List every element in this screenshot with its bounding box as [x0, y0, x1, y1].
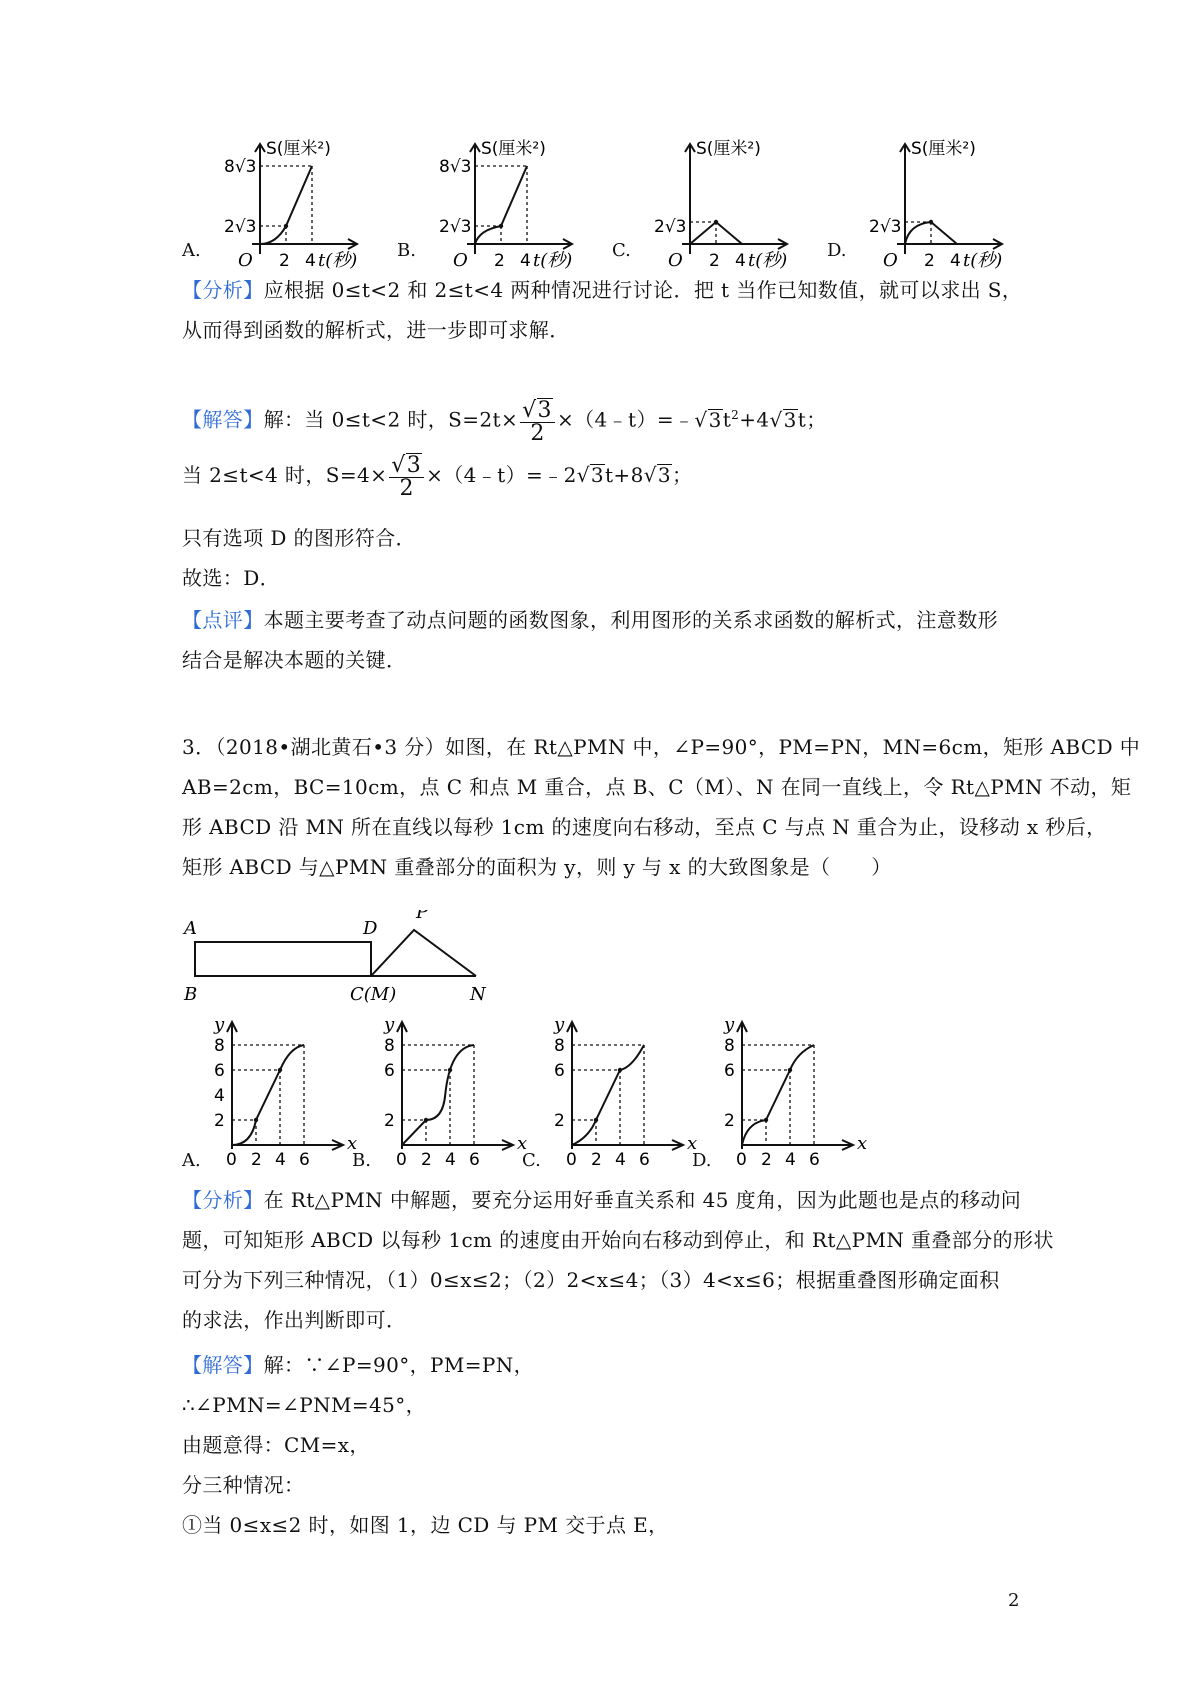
tick-label: 2 — [494, 251, 505, 271]
curve-point — [424, 1118, 428, 1122]
tick-label: 2 — [214, 1111, 225, 1131]
function-curve — [232, 1045, 304, 1145]
analysis-2 — [182, 270, 1022, 350]
tick-label: 2 — [709, 251, 720, 271]
tick-label: 8√3 — [224, 157, 257, 177]
tick-label: 4 — [950, 251, 961, 271]
tick-label: 6 — [469, 1150, 480, 1170]
label-b: B — [184, 984, 198, 1005]
y-axis-title: y — [554, 1014, 565, 1035]
tick-label: 2 — [554, 1111, 565, 1131]
origin-label: 0 — [226, 1150, 237, 1170]
tick-label: 4 — [785, 1150, 796, 1170]
y-axis-title: S(厘米²) — [696, 139, 761, 159]
tick-label: 2 — [384, 1111, 395, 1131]
tick-label: 4 — [520, 251, 531, 271]
origin-label: O — [453, 250, 468, 271]
question-text: 矩形 ABCD 与△PMN 重叠部分的面积为 y，则 y 与 x 的大致图象是（ ） — [182, 855, 892, 879]
tick-label: 8 — [384, 1036, 395, 1056]
figure-rectangle-triangle — [180, 910, 500, 1024]
curve-point — [929, 220, 933, 224]
tick-label: 2√3 — [869, 217, 902, 237]
tick-label: 6 — [299, 1150, 310, 1170]
option-label: A. — [182, 1150, 201, 1171]
label-a: A — [184, 918, 197, 939]
x-axis-title: x — [687, 1133, 698, 1154]
question-text: AB=2cm，BC=10cm，点 C 和点 M 重合，点 B、C（M）、N 在同一直线上，令 Rt△PMN 不动，矩 — [182, 775, 1132, 799]
tick-label: 2 — [591, 1150, 602, 1170]
solution-2-conclusion — [182, 518, 1022, 598]
function-curve — [572, 1045, 644, 1145]
tick-label: 2√3 — [439, 217, 472, 237]
comment-2 — [182, 600, 1022, 680]
function-curve — [402, 1045, 474, 1145]
tick-label: 4 — [275, 1150, 286, 1170]
option-label: C. — [612, 240, 631, 261]
origin-label: O — [668, 250, 683, 271]
curve-point — [448, 1068, 452, 1072]
solution-tag: 【解答】 — [182, 1353, 264, 1377]
solution-3 — [182, 1345, 1022, 1545]
solution-text: 解：当 0≤t<2 时，S=2t× — [263, 407, 519, 432]
curve-point — [764, 1118, 768, 1122]
option-label: A. — [182, 240, 201, 261]
y-axis-title: y — [214, 1014, 225, 1035]
tick-label: 8 — [214, 1036, 225, 1056]
tick-label: 2√3 — [224, 217, 257, 237]
function-curve — [742, 1045, 814, 1145]
x-axis-title: t(秒) — [318, 250, 358, 271]
y-axis-title: S(厘米²) — [911, 139, 976, 159]
solution-text: ∴∠PMN=∠PNM=45°， — [182, 1393, 427, 1417]
curve-point — [284, 224, 288, 228]
analysis-text: 题，可知矩形 ABCD 以每秒 1cm 的速度由开始向右移动到停止，和 Rt△PMN 重叠部分的形状 — [182, 1228, 1054, 1252]
x-axis-title: t(秒) — [748, 250, 788, 271]
origin-label: O — [238, 250, 253, 271]
fraction-sqrt3-over-2: $\frac{√3}{2}$ — [520, 398, 555, 445]
tick-label: 8√3 — [439, 157, 472, 177]
x-axis-title: x — [857, 1133, 868, 1154]
label-d: D — [363, 918, 378, 939]
x-axis-title: t(秒) — [963, 250, 1003, 271]
tick-label: 6 — [724, 1061, 735, 1081]
sqrt-3: √3 — [694, 407, 722, 432]
origin-label: O — [883, 250, 898, 271]
analysis-text: 的求法，作出判断即可． — [182, 1308, 407, 1332]
sqrt-3: √3 — [576, 463, 604, 487]
solution-text: 只有选项 D 的图形符合． — [182, 526, 416, 550]
solution-2-line2: 当 2≤t<4 时，S=4× $\frac{√3}{2}$ ×（4﹣t）=﹣2√3t+8√3； — [182, 445, 1022, 505]
tick-label: 2 — [724, 1111, 735, 1131]
analysis-text: 在 Rt△PMN 中解题，要充分运用好垂直关系和 45 度角，因为此题也是点的移动问 — [263, 1188, 1022, 1212]
option-label: B. — [397, 240, 416, 261]
curve-point — [788, 1068, 792, 1072]
solution-text: 故选：D． — [182, 566, 281, 590]
label-n: N — [470, 984, 486, 1005]
tick-label: 4 — [214, 1086, 225, 1106]
analysis-text: 应根据 0≤t<2 和 2≤t<4 两种情况进行讨论．把 t 当作已知数值，就可以求出 S， — [263, 278, 1023, 302]
tick-label: 6 — [214, 1061, 225, 1081]
solution-tag: 【解答】 — [182, 407, 264, 432]
triangle-pmn — [371, 930, 476, 976]
solution-text: 由题意得：CM=x， — [182, 1433, 370, 1457]
analysis-text: 可分为下列三种情况，（1）0≤x≤2；（2）2<x≤4；（3）4<x≤6；根据重叠图形确定面积 — [182, 1268, 1000, 1292]
tick-label: 8 — [724, 1036, 735, 1056]
curve-point — [714, 220, 718, 224]
tick-label: 2 — [251, 1150, 262, 1170]
label-p: P — [416, 910, 429, 923]
tick-label: 6 — [809, 1150, 820, 1170]
solution-text: ①当 0≤x≤2 时，如图 1，边 CD 与 PM 交于点 E， — [182, 1513, 669, 1537]
tick-label: 4 — [615, 1150, 626, 1170]
solution-text: ×（4﹣t）=﹣ — [556, 407, 695, 432]
curve-point — [254, 1118, 258, 1122]
tick-label: 2 — [924, 251, 935, 271]
sqrt-3: √3 — [643, 463, 671, 487]
tick-label: 2 — [421, 1150, 432, 1170]
analysis-tag: 【分析】 — [182, 1188, 264, 1212]
y-axis-title: y — [724, 1014, 735, 1035]
solution-text: 当 2≤t<4 时，S=4× — [182, 463, 388, 487]
question-3 — [182, 727, 1141, 887]
label-cm: C(M) — [350, 984, 397, 1005]
tick-label: 4 — [445, 1150, 456, 1170]
analysis-3 — [182, 1180, 1054, 1340]
origin-label: 0 — [736, 1150, 747, 1170]
tick-label: 6 — [639, 1150, 650, 1170]
page-number: 2 — [1008, 1590, 1020, 1611]
solution-text: ×（4﹣t）=﹣2 — [426, 463, 577, 487]
x-axis-title: x — [347, 1133, 358, 1154]
option-label: B. — [352, 1150, 371, 1171]
comment-tag: 【点评】 — [182, 608, 264, 632]
rectangle-abcd — [195, 942, 371, 976]
x-axis-title: t(秒) — [533, 250, 573, 271]
tick-label: 4 — [735, 251, 746, 271]
y-axis-title: S(厘米²) — [266, 139, 331, 159]
solution-text: 分三种情况： — [182, 1473, 305, 1497]
x-axis-title: x — [517, 1133, 528, 1154]
option-label: C. — [522, 1150, 541, 1171]
solution-text: 解：∵∠P=90°，PM=PN， — [263, 1353, 535, 1377]
tick-label: 6 — [384, 1061, 395, 1081]
tick-label: 2 — [761, 1150, 772, 1170]
tick-label: 8 — [554, 1036, 565, 1056]
comment-text: 本题主要考查了动点问题的函数图象，利用图形的关系求函数的解析式，注意数形 — [263, 608, 999, 632]
tick-label: 4 — [305, 251, 316, 271]
origin-label: 0 — [396, 1150, 407, 1170]
curve-point — [278, 1068, 282, 1072]
option-label: D. — [692, 1150, 712, 1171]
y-axis-title: S(厘米²) — [481, 139, 546, 159]
question-text: 形 ABCD 沿 MN 所在直线以每秒 1cm 的速度向右移动，至点 C 与点 N 重合为止，设移动 x 秒后， — [182, 815, 1107, 839]
fraction-sqrt3-over-2: $\frac{√3}{2}$ — [389, 453, 424, 500]
origin-label: 0 — [566, 1150, 577, 1170]
tick-label: 6 — [554, 1061, 565, 1081]
comment-text: 结合是解决本题的关键． — [182, 648, 407, 672]
curve-point — [618, 1068, 622, 1072]
tick-label: 2√3 — [654, 217, 687, 237]
option-label: D. — [827, 240, 847, 261]
curve-point — [594, 1118, 598, 1122]
question-text: 3．（2018•湖北黄石•3 分）如图，在 Rt△PMN 中，∠P=90°，PM=PN，MN=6cm，矩形 ABCD 中 — [182, 735, 1141, 759]
y-axis-title: y — [384, 1014, 395, 1035]
tick-label: 2 — [279, 251, 290, 271]
analysis-text: 从而得到函数的解析式，进一步即可求解． — [182, 318, 570, 342]
analysis-tag: 【分析】 — [182, 278, 264, 302]
solution-2: 【解答】解：当 0≤t<2 时，S=2t× $\frac{√3}{2}$ $\times(4﹣t)=﹣√3t^2+4√3t$； — [182, 385, 1022, 445]
sqrt-3: √3 — [769, 407, 797, 432]
curve-point — [499, 224, 503, 228]
